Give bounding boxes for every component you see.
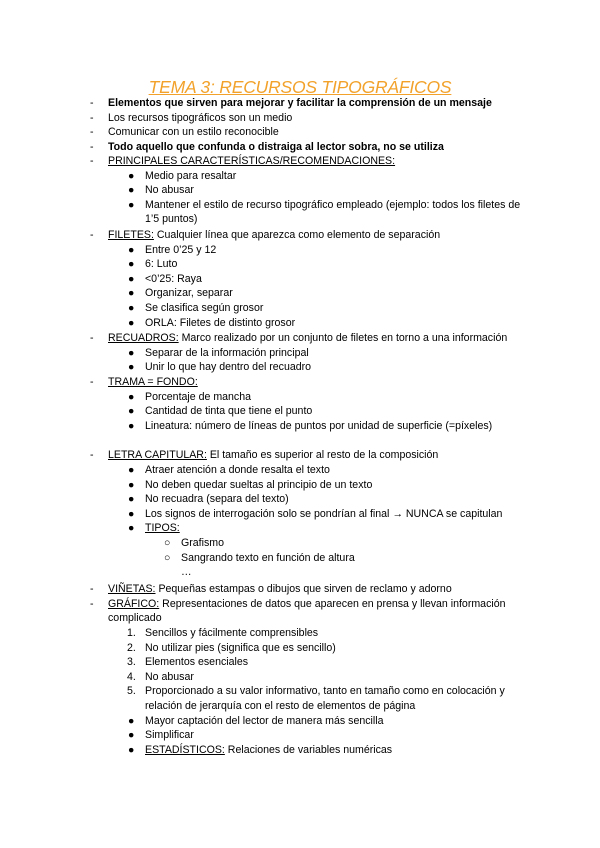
list-item: Mantener el estilo de recurso tipográfico empleado (ejemplo: todos los filetes de bbox=[145, 199, 521, 211]
list-item: 6: Luto bbox=[145, 258, 178, 270]
list-item: Cantidad de tinta que tiene el punto bbox=[145, 405, 313, 417]
numbered-item: Sencillos y fácilmente comprensibles bbox=[145, 627, 319, 639]
list-item: ORLA: Filetes de distinto grosor bbox=[145, 317, 296, 329]
numbered-item: No utilizar pies (significa que es sencillo) bbox=[145, 642, 336, 654]
bullet-icon: ● bbox=[128, 744, 135, 756]
letra-heading: LETRA CAPITULAR: bbox=[108, 449, 207, 461]
list-item: Organizar, separar bbox=[145, 287, 233, 299]
dash-marker: - bbox=[90, 583, 94, 595]
bullet-icon: ● bbox=[128, 405, 135, 417]
grafico-heading: GRÁFICO: bbox=[108, 598, 160, 610]
dash-marker: - bbox=[90, 376, 94, 388]
numbered-item: No abusar bbox=[145, 671, 194, 683]
bullet-icon: ● bbox=[128, 273, 135, 285]
estadisticos-text: Relaciones de variables numéricas bbox=[224, 744, 393, 756]
bullet-icon: ● bbox=[128, 244, 135, 256]
bullet-icon: ● bbox=[128, 508, 135, 520]
bullet-icon: ● bbox=[128, 493, 135, 505]
list-item-continuation: 1’5 puntos) bbox=[145, 213, 198, 225]
sub-list-item: Grafismo bbox=[181, 537, 224, 549]
list-item: Porcentaje de mancha bbox=[145, 391, 252, 403]
recuadros-heading: RECUADROS: bbox=[108, 332, 179, 344]
vinetas-line bbox=[108, 582, 452, 596]
vinetas-text: Pequeñas estampas o dibujos que sirven de reclamo y adorno bbox=[155, 583, 452, 595]
list-item: Medio para resaltar bbox=[145, 170, 237, 182]
number-marker: 1. bbox=[127, 627, 136, 639]
circle-bullet-icon: ○ bbox=[164, 537, 171, 549]
principales-heading: PRINCIPALES CARACTERÍSTICAS/RECOMENDACIONES: bbox=[108, 155, 396, 167]
grafico-line bbox=[108, 597, 506, 611]
circle-bullet-icon: ○ bbox=[164, 552, 171, 564]
filetes-heading: FILETES: bbox=[108, 229, 154, 241]
list-item: Lineatura: número de líneas de puntos por unidad de superficie (=píxeles) bbox=[145, 420, 493, 432]
bullet-icon: ● bbox=[128, 184, 135, 196]
list-item: Mayor captación del lector de manera más sencilla bbox=[145, 715, 384, 727]
page-title: TEMA 3: RECURSOS TIPOGRÁFICOS bbox=[148, 77, 452, 97]
dash-marker: - bbox=[90, 126, 94, 138]
intro-item: Elementos que sirven para mejorar y facilitar la comprensión de un mensaje bbox=[108, 97, 492, 109]
bullet-icon: ● bbox=[128, 317, 135, 329]
bullet-icon: ● bbox=[128, 199, 135, 211]
intro-item: Comunicar con un estilo reconocible bbox=[108, 126, 279, 138]
number-marker: 2. bbox=[127, 642, 136, 654]
bullet-icon: ● bbox=[128, 420, 135, 432]
list-item: Atraer atención a donde resalta el texto bbox=[145, 464, 330, 476]
estadisticos-line bbox=[145, 743, 392, 757]
list-item: Unir lo que hay dentro del recuadro bbox=[145, 361, 312, 373]
number-marker: 3. bbox=[127, 656, 136, 668]
number-marker: 5. bbox=[127, 685, 136, 697]
dash-marker: - bbox=[90, 598, 94, 610]
list-item: No abusar bbox=[145, 184, 194, 196]
list-item: Los signos de interrogación solo se pondrían al final → NUNCA se capitulan bbox=[145, 508, 503, 520]
grafico-text: Representaciones de datos que aparecen en prensa y llevan información bbox=[159, 598, 506, 610]
list-item: Se clasifica según grosor bbox=[145, 302, 264, 314]
vinetas-heading: VIÑETAS: bbox=[108, 583, 156, 595]
bullet-icon: ● bbox=[128, 464, 135, 476]
number-marker: 4. bbox=[127, 671, 136, 683]
numbered-item: Proporcionado a su valor informativo, tanto en tamaño como en colocación y bbox=[145, 685, 505, 697]
letra-line bbox=[108, 448, 438, 462]
grafico-text-continuation: complicado bbox=[108, 612, 162, 624]
filetes-line bbox=[108, 228, 440, 242]
bullet-icon: ● bbox=[128, 258, 135, 270]
list-item: <0’25: Raya bbox=[145, 273, 202, 285]
trama-heading: TRAMA = FONDO: bbox=[108, 376, 198, 388]
intro-item: Todo aquello que confunda o distraiga al lector sobra, no se utiliza bbox=[108, 141, 444, 153]
bullet-icon: ● bbox=[128, 170, 135, 182]
bullet-icon: ● bbox=[128, 361, 135, 373]
bullet-icon: ● bbox=[128, 479, 135, 491]
list-item: Separar de la información principal bbox=[145, 347, 309, 359]
dash-marker: - bbox=[90, 141, 94, 153]
dash-marker: - bbox=[90, 332, 94, 344]
dash-marker: - bbox=[90, 449, 94, 461]
numbered-item-continuation: relación de jerarquía con el resto de elementos de página bbox=[145, 700, 416, 712]
ellipsis: … bbox=[181, 566, 192, 578]
letra-text: El tamaño es superior al resto de la composición bbox=[206, 449, 439, 461]
estadisticos-heading: ESTADÍSTICOS: bbox=[145, 744, 225, 756]
numbered-item: Elementos esenciales bbox=[145, 656, 249, 668]
recuadros-line bbox=[108, 331, 507, 345]
sub-list-item: Sangrando texto en función de altura bbox=[181, 552, 355, 564]
dash-marker: - bbox=[90, 97, 94, 109]
dash-marker: - bbox=[90, 229, 94, 241]
intro-item: Los recursos tipográficos son un medio bbox=[108, 112, 293, 124]
list-item: No deben quedar sueltas al principio de un texto bbox=[145, 479, 373, 491]
list-item: Entre 0’25 y 12 bbox=[145, 244, 217, 256]
recuadros-text: Marco realizado por un conjunto de filetes en torno a una información bbox=[178, 332, 508, 344]
bullet-icon: ● bbox=[128, 287, 135, 299]
dash-marker: - bbox=[90, 155, 94, 167]
bullet-icon: ● bbox=[128, 302, 135, 314]
list-item: Simplificar bbox=[145, 729, 194, 741]
list-item: No recuadra (separa del texto) bbox=[145, 493, 289, 505]
bullet-icon: ● bbox=[128, 522, 135, 534]
dash-marker: - bbox=[90, 112, 94, 124]
bullet-icon: ● bbox=[128, 729, 135, 741]
bullet-icon: ● bbox=[128, 715, 135, 727]
bullet-icon: ● bbox=[128, 391, 135, 403]
filetes-text: Cualquier línea que aparezca como elemento de separación bbox=[153, 229, 441, 241]
tipos-heading: TIPOS: bbox=[145, 522, 180, 534]
bullet-icon: ● bbox=[128, 347, 135, 359]
